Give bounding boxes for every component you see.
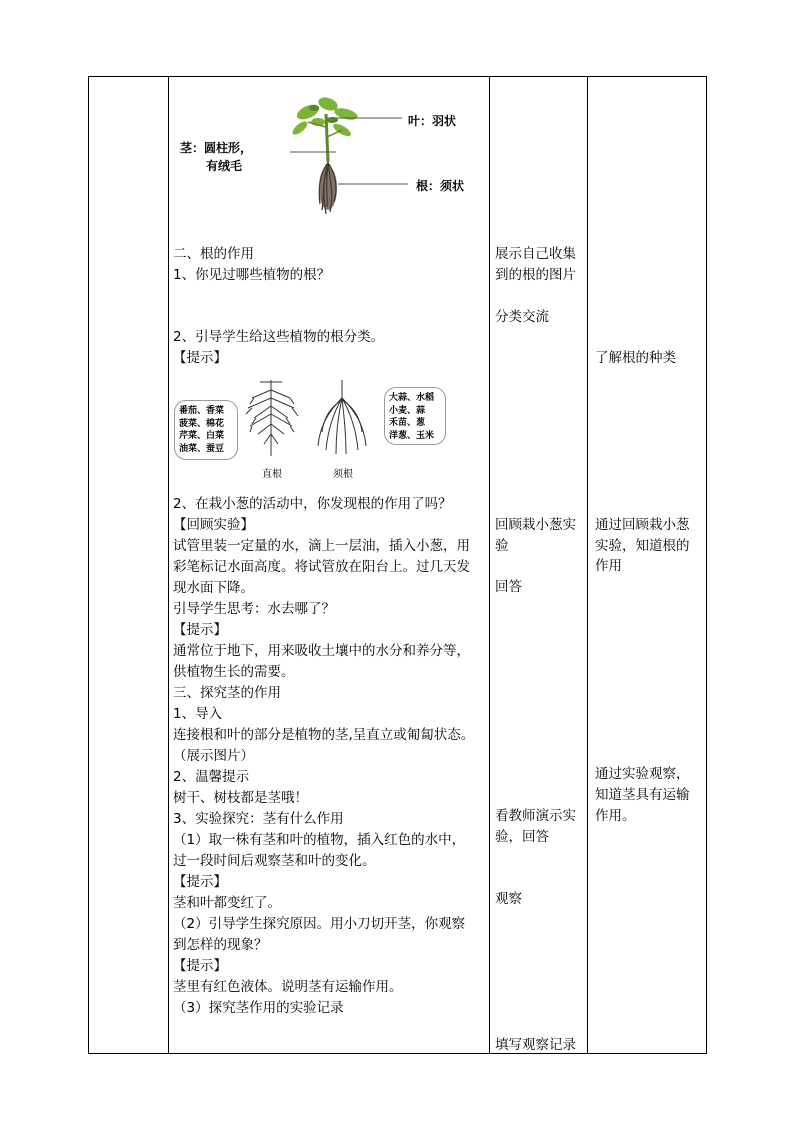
design-intent: 通过实验观察， — [595, 766, 690, 782]
paragraph: 引导学生思考：水去哪了？ — [173, 601, 335, 617]
paragraph: 2、在栽小葱的活动中，你发现根的作用了吗？ — [173, 496, 452, 512]
teacher-activities — [173, 327, 384, 369]
paragraph: 彩笔标记水面高度。将试管放在阳台上。过几天发 — [173, 559, 470, 575]
paragraph: 过一段时间后观察茎和叶的变化。 — [173, 853, 376, 869]
student-activity: 观察 — [495, 891, 522, 907]
paragraph: （3）探究茎作用的实验记录 — [173, 1000, 344, 1016]
hint-heading: 【提示】 — [173, 350, 227, 366]
student-activity: 填写观察记录 — [495, 1037, 576, 1053]
column-divider — [587, 77, 588, 1053]
paragraph: （展示图片） — [173, 748, 254, 764]
monocot-plants-list — [389, 392, 434, 442]
design-intent: 作用 — [595, 558, 622, 574]
plant-name: 菠菜、棉花 — [179, 418, 225, 429]
student-activity: 到的根的图片 — [495, 267, 576, 283]
fibrous-root-image — [310, 376, 374, 460]
design-intent: 知道茎具有运输 — [595, 787, 690, 803]
column-divider — [168, 77, 169, 1053]
design-intent: 了解根的种类 — [595, 350, 676, 366]
paragraph: 通常位于地下，用来吸收土壤中的水分和养分等， — [173, 643, 470, 659]
column-divider — [489, 77, 490, 1053]
paragraph: 3、实验探究：茎有什么作用 — [173, 811, 344, 827]
plant-name: 禾苗、葱 — [389, 418, 426, 428]
taproot-label: 直根 — [262, 469, 282, 480]
hint-heading: 【提示】 — [173, 958, 227, 974]
plant-name: 大蒜、水稻 — [389, 393, 435, 403]
design-intent: 作用。 — [595, 808, 636, 824]
paragraph: （1）取一株有茎和叶的植物，插入红色的水中， — [173, 832, 466, 848]
hint-heading: 【提示】 — [173, 874, 227, 890]
student-activity: 验，回答 — [495, 829, 549, 845]
stem-label: 有绒毛 — [206, 159, 243, 173]
taproot-image — [240, 376, 302, 460]
plant-name: 小麦、蒜 — [389, 405, 426, 416]
student-activity: 展示自己收集 — [495, 246, 576, 262]
student-activity: 分类交流 — [495, 309, 549, 325]
plant-name: 洋葱、玉米 — [389, 430, 435, 441]
plant-name: 番茄、香菜 — [179, 406, 225, 416]
plant-name: 芹菜、白菜 — [179, 431, 225, 441]
dicot-plants-list — [179, 405, 224, 455]
hint-heading: 【提示】 — [173, 622, 227, 638]
paragraph: 茎和叶都变红了。 — [173, 895, 281, 911]
plant-name: 油菜、蚕豆 — [179, 443, 225, 454]
student-activity: 回顾栽小葱实 — [495, 517, 576, 533]
section-heading: 二、根的作用 — [173, 246, 254, 262]
plant-label-lines — [290, 110, 410, 190]
paragraph: （2）引导学生探究原因。用小刀切开茎，你观察 — [173, 916, 466, 932]
paragraph: 1、你见过哪些植物的根？ — [173, 267, 331, 283]
design-intent: 实验，知道根的 — [595, 538, 690, 554]
paragraph: 供植物生长的需要。 — [173, 664, 295, 680]
teacher-activities — [173, 244, 330, 286]
student-activity: 看教师演示实 — [495, 808, 576, 824]
hint-heading: 【回顾实验】 — [173, 517, 254, 533]
paragraph: 茎里有红色液体。说明茎有运输作用。 — [173, 979, 403, 995]
paragraph: 到怎样的现象？ — [173, 937, 268, 953]
paragraph: 连接根和叶的部分是植物的茎,呈直立或匍匐状态。 — [173, 727, 475, 743]
section-heading: 三、探究茎的作用 — [173, 685, 281, 701]
paragraph: 试管里装一定量的水，滴上一层油，插入小葱，用 — [173, 538, 470, 554]
student-activity: 验 — [495, 538, 509, 554]
paragraph: 现水面下降。 — [173, 580, 254, 596]
leaf-label: 叶：羽状 — [408, 114, 457, 128]
root-label: 根：须状 — [416, 179, 465, 193]
paragraph: 1、导入 — [173, 706, 223, 722]
paragraph: 2、引导学生给这些植物的根分类。 — [173, 329, 385, 345]
design-intent: 通过回顾栽小葱 — [595, 517, 690, 533]
paragraph: 树干、树枝都是茎哦！ — [173, 790, 308, 806]
teacher-activities — [173, 494, 474, 1019]
stem-label: 茎：圆柱形， — [180, 141, 253, 155]
paragraph: 2、温馨提示 — [173, 769, 250, 785]
student-activity: 回答 — [495, 579, 522, 595]
fibrous-root-label: 须根 — [333, 469, 353, 480]
